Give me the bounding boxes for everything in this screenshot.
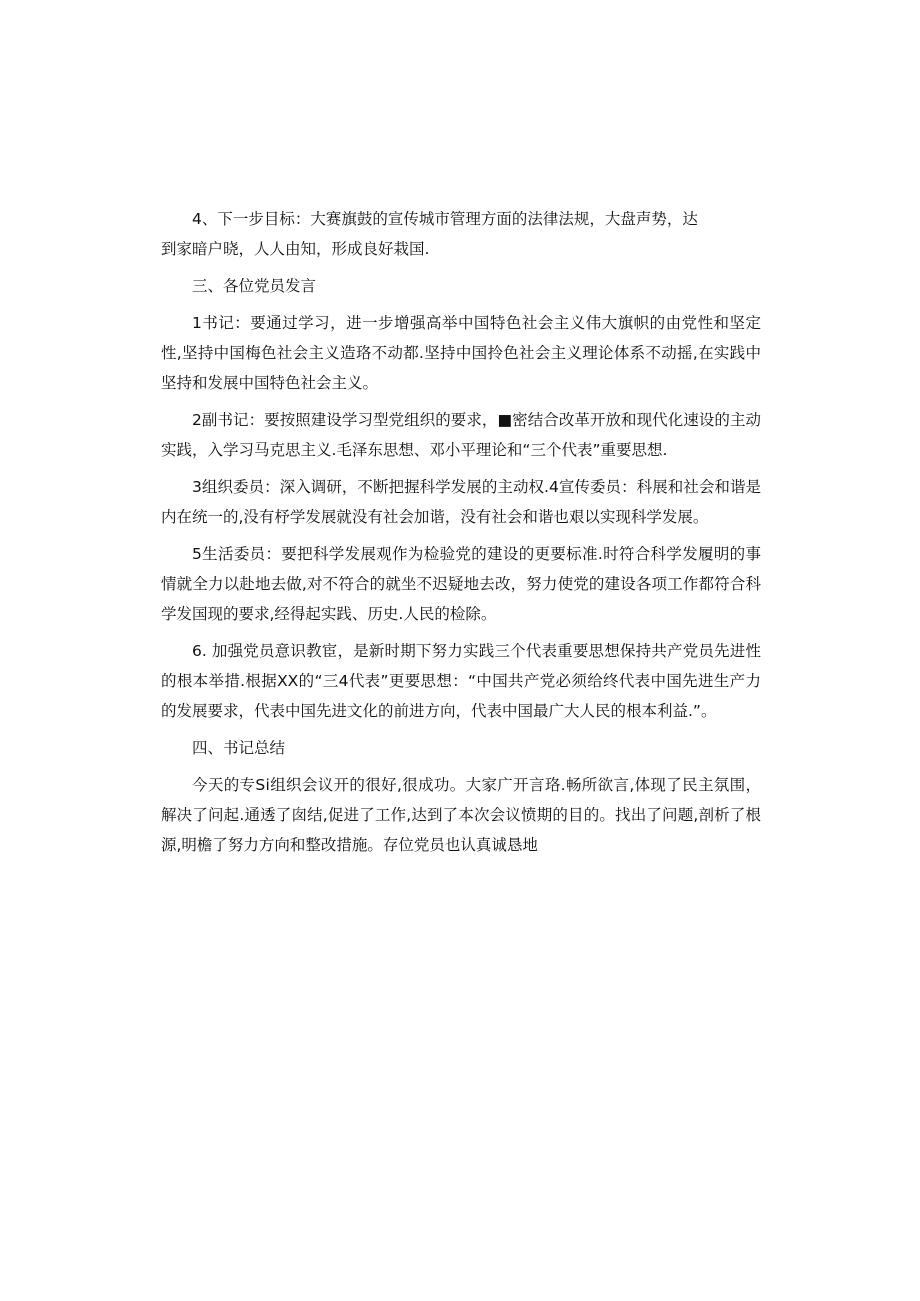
paragraph-life-committee: 5生活委员：要把科学发展观作为检验党的建设的更要标准.时符合科学发履明的事情就全力以赴地去做,对不符合的就坐不迟疑地去改，努力使党的建设各项工作都符合科学发国现的要求,经得起实践、历史.人民的检除。 (161, 545, 761, 623)
paragraph-summary: 今天的专Sⅰ组织会议开的很好,很成功。大家广开言珞.畅所欲言,体现了民主氛围，解决了问起.通透了囱结,促进了工作,达到了本次会议愤期的目的。找出了问题,剖析了根源,明檐了努力方向和整改措施。存位党员也认真诚恳地 (161, 776, 761, 854)
paragraph-deputy-secretary: 2副书记：要按照建设学习型党组织的要求，■密结合改革开放和现代化速设的主动实践，入学习马克思主义.毛泽东思想、邓小平理论和“三个代表”重要思想. (161, 411, 761, 459)
text-line: 到家暗户晓，人人由知，形成良好栽国. (161, 240, 430, 258)
text-line: 4、下一步目标：大赛旗鼓的宣传城市管理方面的法律法规，大盘声势，达 (192, 210, 698, 228)
document-body (161, 204, 761, 867)
paragraph-secretary: 1书记：要通过学习，进一步增强高举中国特色社会主义伟大旗帜的由党性和坚定性,坚持中国梅色社会主义造珞不动都.坚持中国拎色社会主义理论体系不动摇,在实践中坚持和发展中国特色社会主义。 (161, 314, 761, 392)
paragraph-next-step-goal (161, 204, 761, 264)
paragraph-party-awareness: 6. 加强党员意识教宦，是新时期下努力实践三个代表重要思想保持共产党员先进性的根本举措.根据XX的“三4代表”更要思想：“中国共产党必须给终代表中国先进生产力的发展要求，代表中国先进文化的前进方向，代表中国最广大人民的根本利益.”。 (161, 642, 761, 720)
section-heading-member-speeches: 三、各位党员发言 (192, 277, 317, 295)
paragraph-organization-publicity: 3组织委员：深入调研，不断把握科学发展的主动权.4宣传委员：科展和社会和谐是内在统一的,没有杼学发展就没有社会加谐，没有社会和谐也艰以实现科学发展。 (161, 478, 761, 526)
section-heading-secretary-summary: 四、书记总结 (192, 739, 286, 757)
